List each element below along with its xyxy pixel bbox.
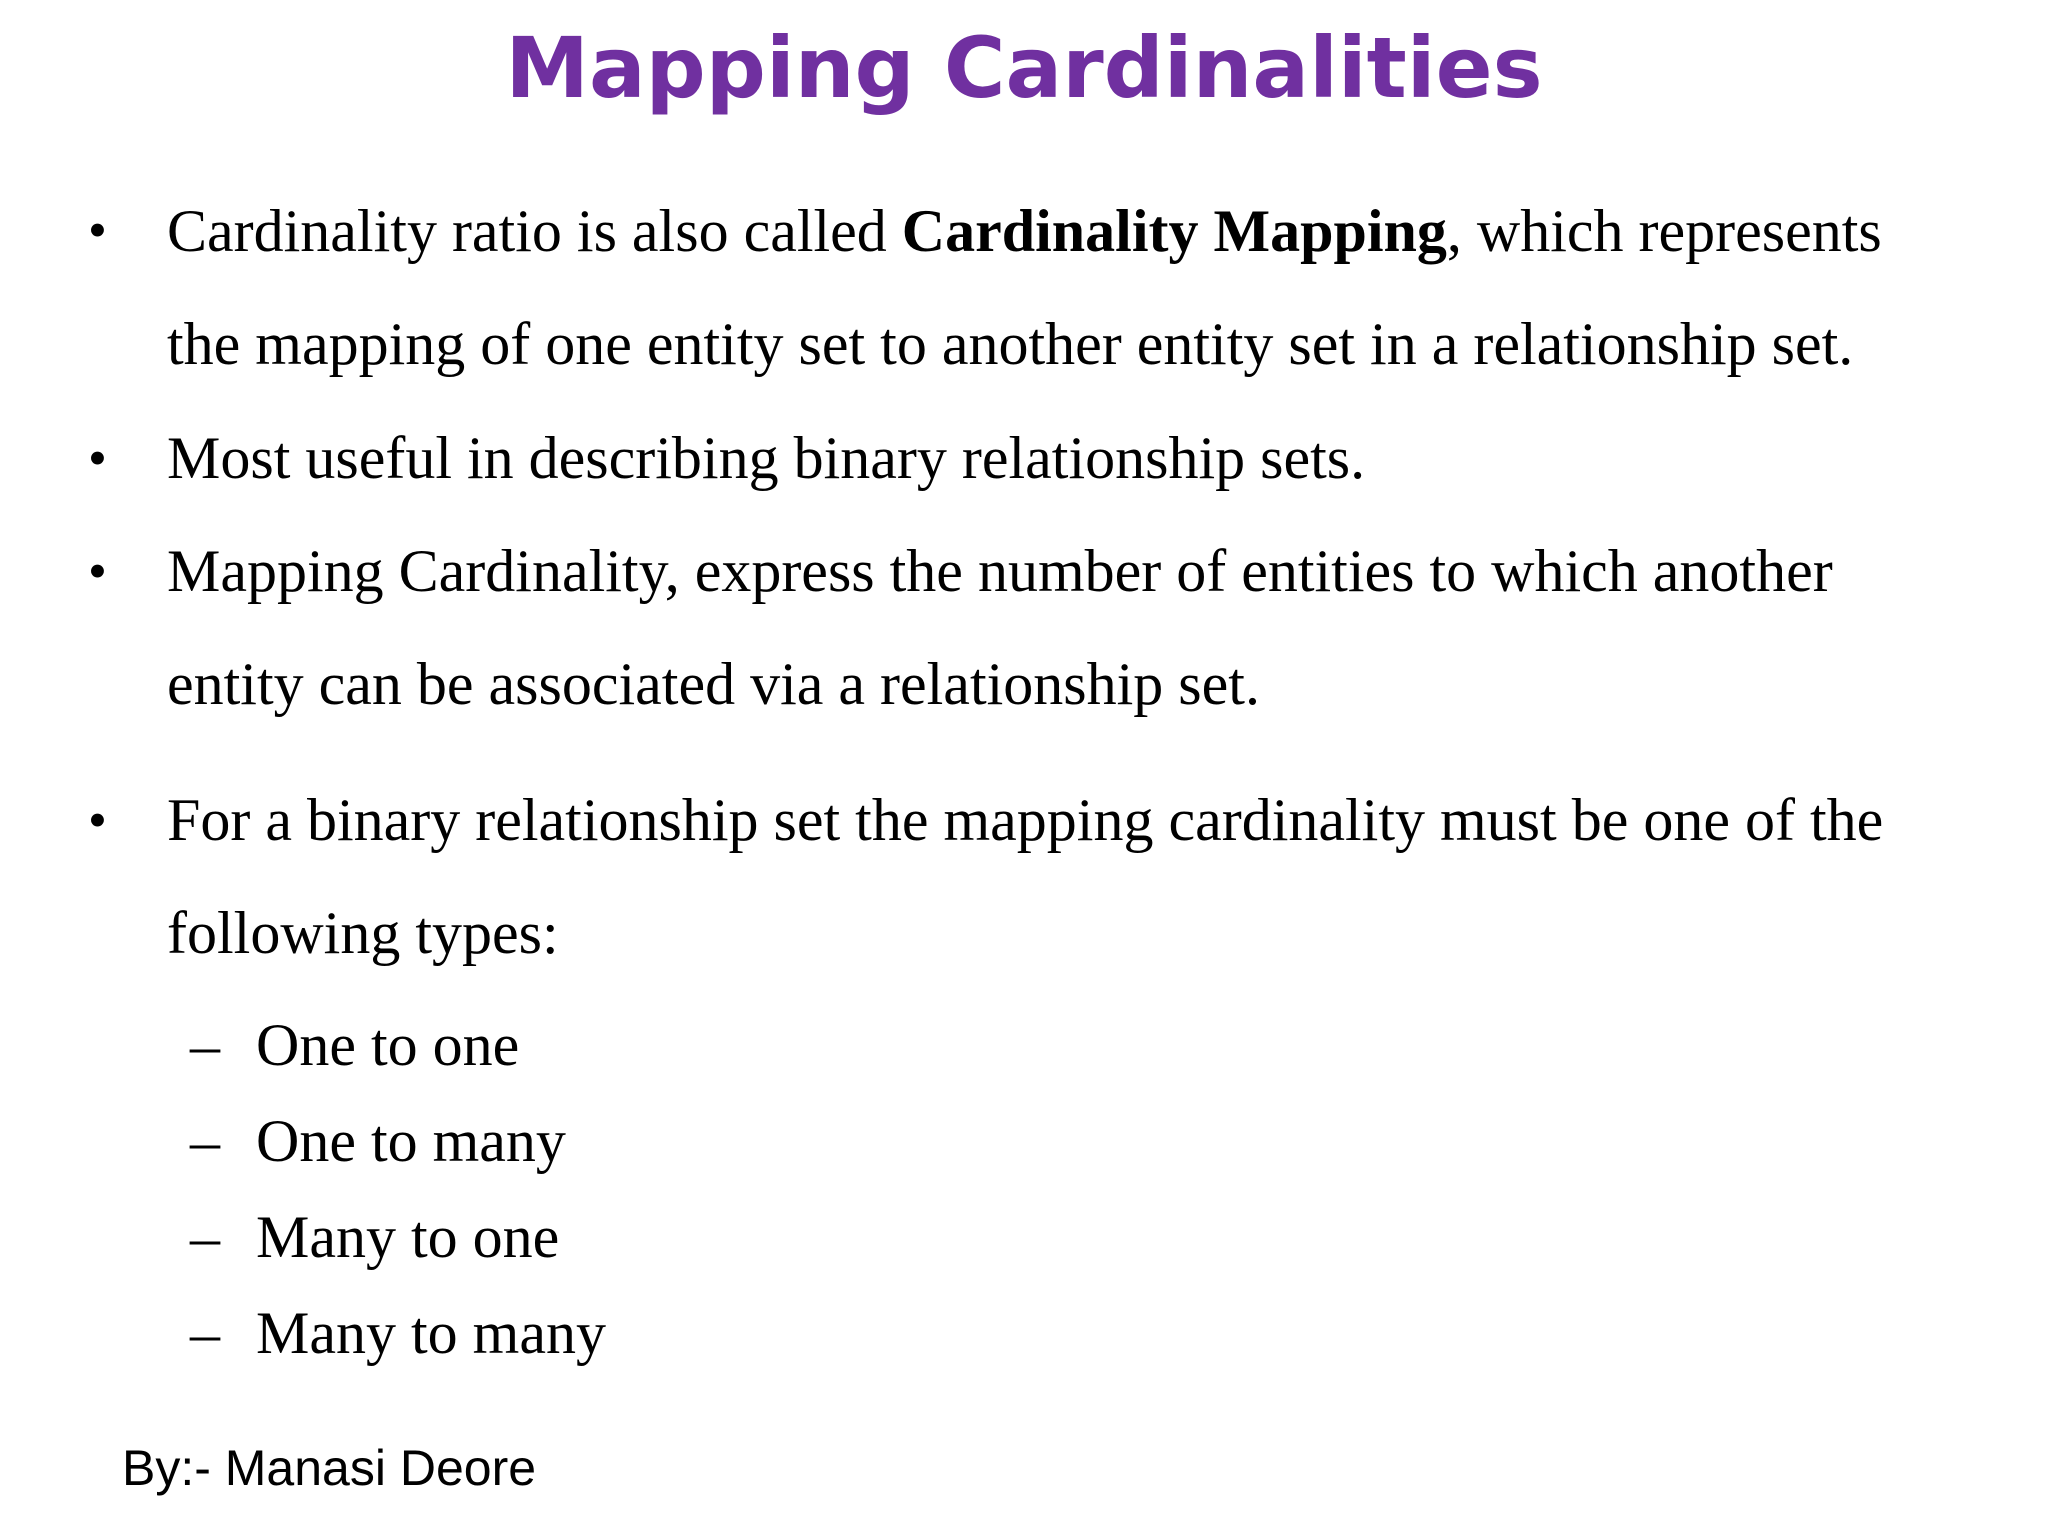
sub-item-one-to-many: One to many	[256, 1108, 566, 1174]
bullet-item-4	[167, 764, 2007, 990]
slide-title: Mapping Cardinalities	[505, 19, 1543, 117]
bullet-1-text-before: Cardinality ratio is also called	[167, 198, 902, 264]
author-credit: By:- Manasi Deore	[122, 1440, 537, 1496]
bullet-item-1	[167, 175, 2007, 401]
bullet-1-line-1	[167, 175, 2007, 288]
bullet-4-line-2: following types:	[167, 900, 559, 966]
bullet-2-line-1: Most useful in describing binary relationship sets.	[167, 425, 1366, 491]
bullet-marker: •	[88, 428, 107, 488]
sub-item-marker: –	[190, 1300, 220, 1366]
bullet-1-text-after: , which represents	[1446, 198, 1882, 264]
bullet-item-3	[167, 515, 2007, 741]
bullet-1-line-2: the mapping of one entity set to another entity set in a relationship set.	[167, 311, 1854, 377]
sub-item-many-to-many: Many to many	[256, 1300, 606, 1366]
bullet-item-2	[167, 402, 2007, 515]
sub-item-marker: –	[190, 1204, 220, 1270]
bullet-marker: •	[88, 790, 107, 850]
sub-item-one-to-one: One to one	[256, 1012, 520, 1078]
bullet-1-bold-term: Cardinality Mapping	[901, 198, 1447, 264]
bullet-marker: •	[88, 541, 107, 601]
bullet-3-line-1: Mapping Cardinality, express the number of entities to which another	[167, 538, 1833, 604]
bullet-marker: •	[88, 200, 107, 260]
sub-item-many-to-one: Many to one	[256, 1204, 560, 1270]
bullet-4-line-1: For a binary relationship set the mapping cardinality must be one of the	[167, 787, 1884, 853]
sub-item-marker: –	[190, 1108, 220, 1174]
bullet-3-line-2: entity can be associated via a relationship set.	[167, 651, 1260, 717]
sub-item-marker: –	[190, 1012, 220, 1078]
